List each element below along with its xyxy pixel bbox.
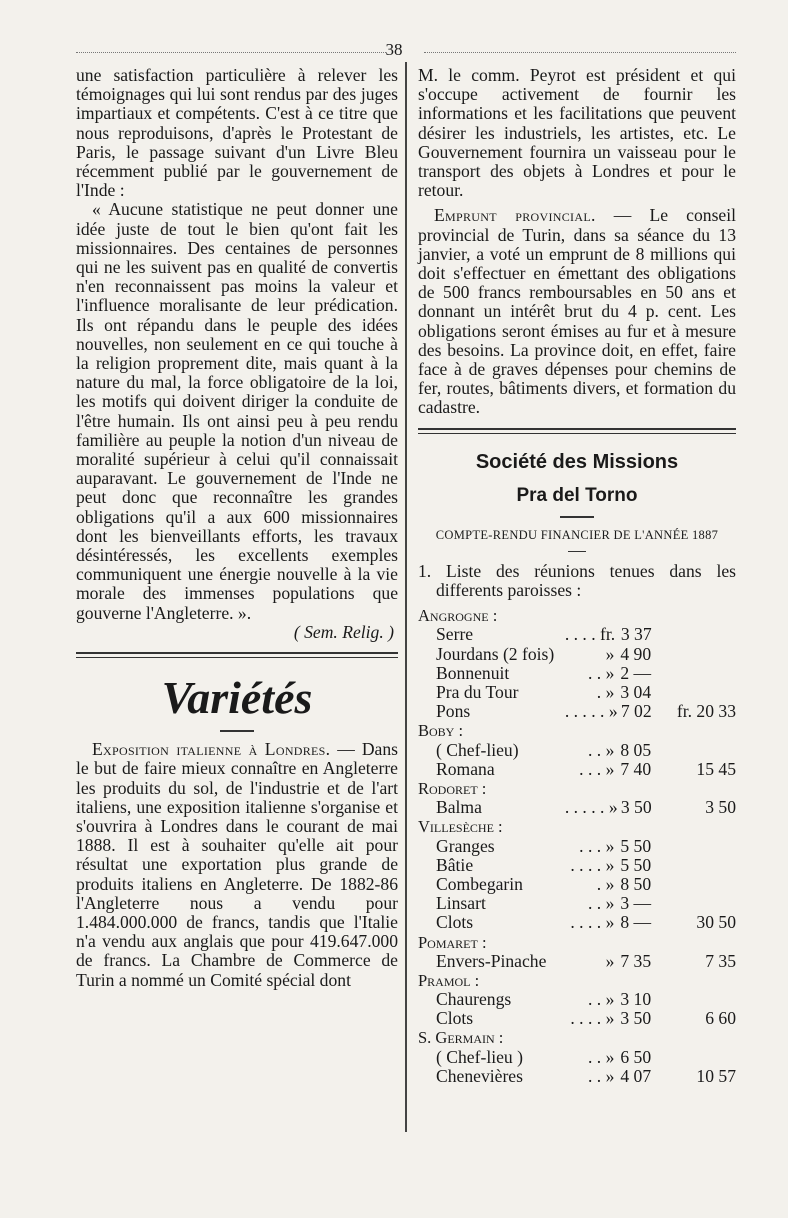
account-total: 10 57	[696, 1065, 736, 1086]
account-place: Clots	[436, 1009, 474, 1029]
title-dash	[220, 730, 254, 732]
account-total: fr. 20 33	[676, 701, 736, 722]
account-place: Bonnenuit	[436, 663, 510, 683]
account-row	[418, 741, 736, 760]
blue-book-quote: « Aucune statistique ne peut donner une idée juste de tout le bien qu'ont fait les missionnaires. Des centaines de personnes qui ne les suivent pas en qualité de convertis n'en reconnaissent pas moins la valeur et l'influence moralisante de leur prédication. Ils ont répandu dans le peuple des idées nouvelles, non seulement en ce qui touche à la religion proprement dite, mais quant à la nature du mal, la force obligatoire de la loi, les motifs qui doivent diriger la conduite de l'être humain. Ils ont ainsi peu à peu rendu familière au peuple la notion d'un niveau de moralité supérieur à celui qu'il connaissait auparavant. Le gouvernement de l'Inde ne peut donc que reconnaître les grandes obligations qu'il a aux 600 missionnaires dont les bienveillants efforts, les travaux désintéressés, les excellents exemples communiquent une énergie nouvelle à la vie morale des immenses populations que gouverne l'Angleterre. ».	[76, 199, 398, 623]
account-amount: 3 —	[620, 893, 652, 914]
account-group-heading: Rodoret :	[418, 778, 487, 798]
account-row	[418, 798, 736, 817]
account-leader: . »	[596, 682, 615, 703]
account-amount: 8 05	[620, 739, 652, 760]
intro-paragraph: une satisfaction particulière à relever les témoignages qui lui sont rendus par des juges impartiaux et compétents. C'est à ce titre que nous reproduisons, d'après le Protestant de Paris, le passage suivant d'un Livre Bleu récemment publié par le gouvernement de l'Inde :	[76, 65, 398, 201]
account-place: Granges	[436, 836, 495, 856]
account-amount: 4 07	[620, 1065, 652, 1086]
account-leader: . . . »	[579, 758, 615, 779]
account-place: Clots	[436, 913, 474, 933]
list-intro: 1. Liste des réunions tenues dans les differents paroisses :	[418, 560, 736, 601]
account-leader: . . »	[587, 893, 615, 914]
account-group-heading: Pomaret :	[418, 932, 487, 952]
account-total: 30 50	[696, 912, 736, 933]
account-leader: . . . . . »	[564, 797, 618, 818]
account-total	[673, 1048, 736, 1067]
account-amount: 2 —	[620, 662, 652, 683]
account-total	[673, 645, 736, 664]
accounts-table	[418, 606, 736, 1086]
account-leader: »	[605, 643, 615, 664]
society-subtitle: Pra del Torno	[516, 484, 638, 506]
account-row	[418, 1067, 736, 1086]
account-total: 3 50	[705, 797, 736, 818]
account-amount: 8 50	[620, 873, 652, 894]
account-amount: 8 —	[620, 912, 652, 933]
account-place: Romana	[436, 759, 495, 779]
exposition-text: — Dans le but de faire mieux connaître en Angleterre les produits du sol, de l'industrie et de l'art italiens, une exposition italienne s'organise et s'ouvrira à Londres dans le courant de mai 1888. Il est à souhaiter qu'elle ait pour résultat une exportation plus grande de produits italiens en Angleterre. De 1882-86 l'Angleterre nous a vendu pour 1.484.000.000 de francs, tandis que l'Italie n'a vendu aux anglais que pour 419.647.000 de francs. La Chambre de Commerce de Turin a nommé un Comité spécial dont	[76, 739, 398, 990]
society-divider	[418, 428, 736, 434]
account-amount: 7 02	[620, 701, 652, 722]
column-separator	[405, 62, 407, 1132]
account-amount: 3 50	[620, 1008, 652, 1029]
account-leader: . . . . fr.	[564, 624, 616, 645]
account-amount: 7 40	[620, 758, 652, 779]
section-divider	[76, 652, 398, 658]
account-total	[673, 683, 736, 702]
exposition-article	[76, 740, 398, 990]
account-leader: . . »	[587, 989, 615, 1010]
account-row	[418, 625, 736, 644]
account-row	[418, 1009, 736, 1028]
society-title: Société des Missions	[475, 450, 679, 473]
account-row	[418, 894, 736, 913]
account-row	[418, 913, 736, 932]
right-column	[418, 66, 736, 1086]
section-title: Variétés	[161, 672, 313, 724]
account-total	[673, 894, 736, 913]
account-total	[673, 741, 736, 760]
account-amount: 3 10	[620, 989, 652, 1010]
account-place: Linsart	[436, 894, 486, 914]
account-place: Serre	[436, 625, 474, 645]
account-place: Combegarin	[436, 874, 523, 894]
account-place: Pra du Tour	[436, 683, 519, 703]
account-leader: . . . »	[579, 835, 615, 856]
account-place: Balma	[436, 798, 482, 818]
header-rule-right	[424, 52, 736, 53]
left-column	[76, 66, 398, 990]
account-amount: 3 37	[620, 624, 652, 645]
page-number: 38	[385, 40, 403, 59]
account-place: Bâtie	[436, 855, 474, 875]
account-place: Envers-Pinache	[436, 951, 547, 971]
account-leader: . . . . »	[570, 854, 615, 875]
report-dash	[568, 551, 586, 552]
report-heading: COMPTE-RENDU FINANCIER DE L'ANNÉE 1887	[435, 527, 719, 542]
account-leader: . . . . »	[570, 912, 615, 933]
subtitle-dash	[560, 516, 594, 518]
account-total: 7 35	[705, 950, 736, 971]
account-row	[418, 952, 736, 971]
account-leader: . . . . . »	[564, 701, 618, 722]
account-leader: . . »	[587, 1046, 615, 1067]
header-rule-left	[76, 52, 386, 53]
account-leader: . . . . »	[570, 1008, 615, 1029]
account-place: Chaurengs	[436, 990, 512, 1010]
account-row	[418, 837, 736, 856]
account-group-heading: Villesèche :	[418, 817, 503, 837]
account-group-heading: S. Germain :	[418, 1028, 504, 1048]
account-row	[418, 760, 736, 779]
account-total	[673, 875, 736, 894]
account-place: Chenevières	[436, 1066, 523, 1086]
account-total	[673, 990, 736, 1009]
account-place: Jourdans (2 fois)	[436, 644, 555, 664]
account-amount: 6 50	[620, 1046, 652, 1067]
account-group-heading: Angrogne :	[418, 606, 498, 626]
account-place: ( Chef-lieu)	[436, 740, 519, 760]
account-row	[418, 683, 736, 702]
account-total	[674, 625, 736, 644]
account-amount: 5 50	[620, 835, 652, 856]
account-row	[418, 645, 736, 664]
loan-text: — Le conseil provincial de Turin, dans sa séance du 13 janvier, a voté un emprunt de 8 millions qui doit s'effectuer en émettant des obligations de 500 francs remboursables en 50 ans et donnant un intérêt brut du 4 p. cent. Les obligations seront émises au fur et à mesure des besoins. La province doit, en effet, faire face à de graves dépenses pour chemins de fer, routes, bâtiments divers, et formation du cadastre.	[418, 205, 737, 418]
exposition-continuation: M. le comm. Peyrot est président et qui s'occupe activement de fournir les informations et les facilitations que peuvent désirer les industriels, les artistes, etc. Le Gouvernement fournira un vaisseau pour le transport des objets à Londres et pour le retour.	[418, 65, 736, 201]
account-place: Pons	[436, 702, 471, 722]
account-amount: 3 50	[620, 797, 652, 818]
quote-source: ( Sem. Relig. )	[293, 621, 394, 642]
account-amount: 7 35	[620, 950, 652, 971]
account-total	[673, 837, 736, 856]
account-row	[418, 702, 736, 721]
account-row	[418, 1048, 736, 1067]
account-group-heading: Boby :	[418, 721, 464, 741]
account-leader: . . »	[587, 739, 615, 760]
account-row	[418, 856, 736, 875]
account-leader: . »	[596, 873, 615, 894]
account-total	[673, 664, 736, 683]
account-total	[673, 856, 736, 875]
exposition-heading: Exposition italienne à Londres.	[92, 739, 331, 760]
account-leader: . . »	[587, 662, 615, 683]
account-group-heading: Pramol :	[418, 970, 480, 990]
account-amount: 5 50	[620, 854, 652, 875]
account-row	[418, 664, 736, 683]
account-row	[418, 875, 736, 894]
loan-article	[418, 206, 736, 417]
account-leader: »	[605, 950, 615, 971]
account-amount: 3 04	[620, 682, 652, 703]
account-total: 15 45	[696, 758, 736, 779]
loan-heading: Emprunt provincial.	[434, 205, 596, 226]
account-amount: 4 90	[620, 643, 652, 664]
account-row	[418, 990, 736, 1009]
account-place: ( Chef-lieu )	[436, 1047, 523, 1067]
account-leader: . . »	[587, 1065, 615, 1086]
account-total: 6 60	[705, 1008, 736, 1029]
